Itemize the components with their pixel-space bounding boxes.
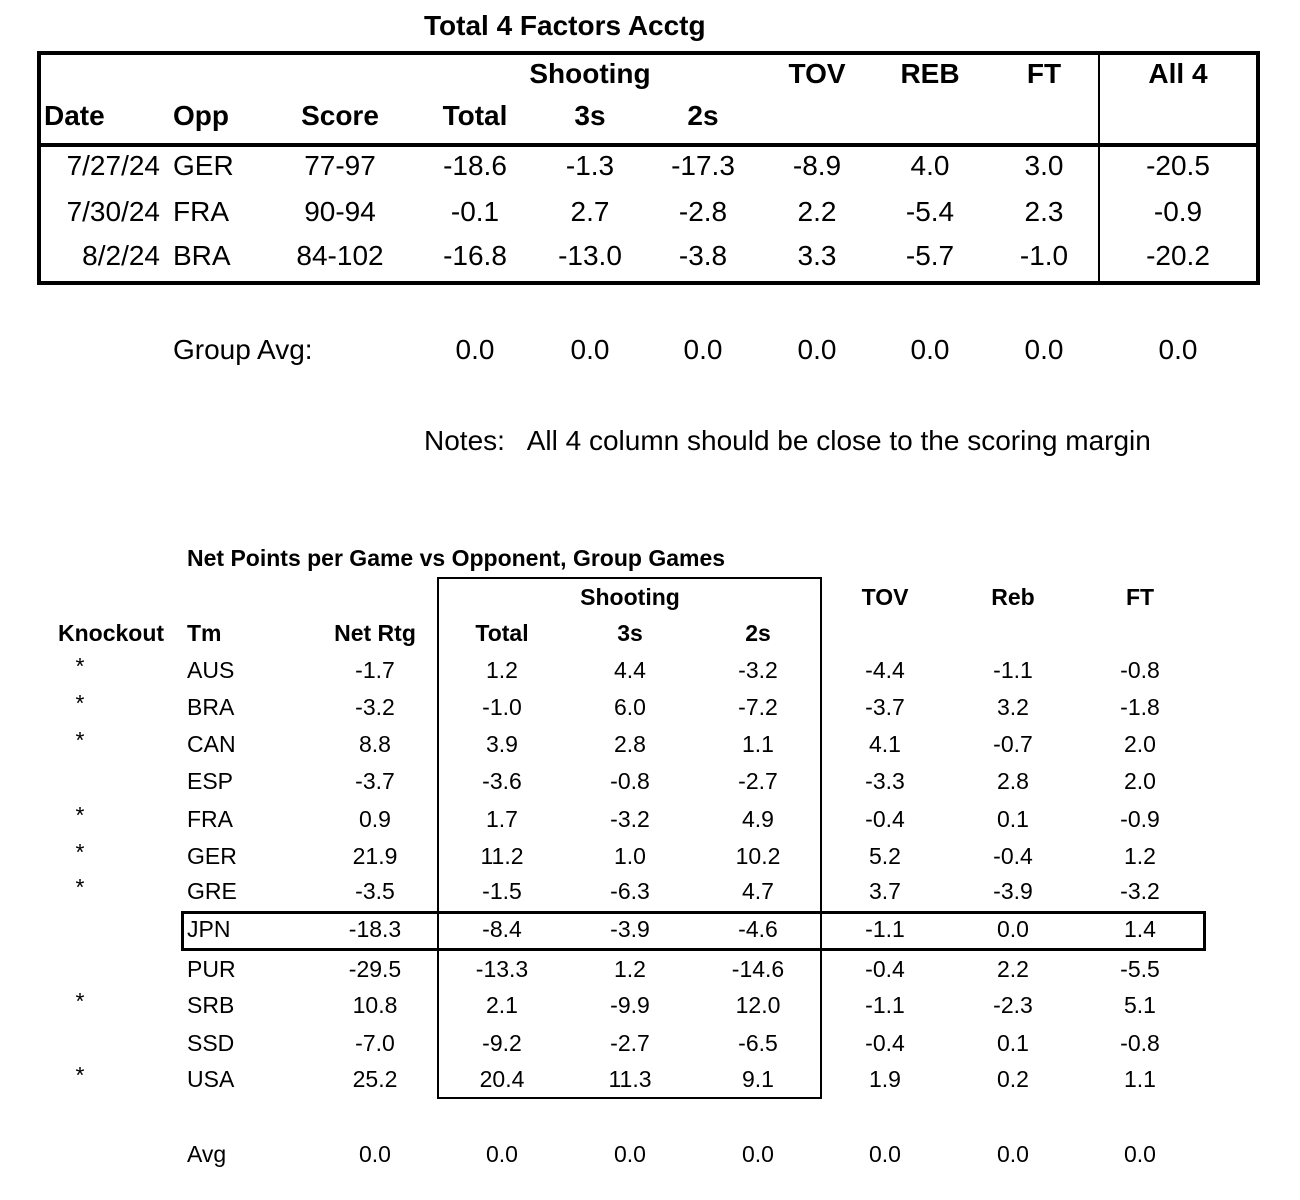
- bottom-cell-total: -3.6: [482, 768, 522, 794]
- bottom-cell-total: 20.4: [479, 1066, 525, 1092]
- bottom-cell-tm: JPN: [187, 916, 231, 942]
- top-cell-3s: 2.7: [570, 196, 610, 227]
- bottom-cell-3s: -3.9: [610, 916, 650, 942]
- bottom-cell-net-rtg: -3.7: [355, 768, 395, 794]
- bottom-cell-reb: -0.4: [993, 843, 1033, 869]
- group-avg-label: Group Avg:: [173, 334, 313, 365]
- bottom-cell-total: -13.3: [475, 956, 529, 982]
- top-cell-reb: -5.7: [905, 240, 955, 271]
- bottom-table-title: Net Points per Game vs Opponent, Group Games: [187, 545, 726, 571]
- bottom-cell-net-rtg: 0.9: [359, 806, 391, 832]
- bottom-cell-total: 1.7: [486, 806, 518, 832]
- top-cell-all4: -0.9: [1153, 196, 1203, 227]
- group-avg-value: 0.0: [1158, 334, 1198, 365]
- top-header-ft: FT: [1026, 58, 1062, 89]
- bottom-cell-reb: 2.8: [997, 768, 1029, 794]
- top-cell-date: 7/30/24: [66, 196, 160, 227]
- top-cell-reb: -5.4: [905, 196, 955, 227]
- top-header-2s: 2s: [687, 100, 719, 131]
- top-cell-date: 8/2/24: [82, 240, 160, 271]
- bottom-cell-net-rtg: -7.0: [355, 1030, 395, 1056]
- bottom-cell-tm: FRA: [187, 806, 233, 832]
- bottom-cell-3s: -2.7: [610, 1030, 650, 1056]
- bottom-header-tm: Tm: [187, 620, 222, 646]
- bottom-header-reb: Reb: [991, 584, 1035, 610]
- top-cell-total: -18.6: [443, 150, 507, 181]
- top-cell-tov: 3.3: [797, 240, 837, 271]
- bottom-cell-knockout: *: [75, 690, 85, 716]
- top-cell-ft: 2.3: [1024, 196, 1064, 227]
- bottom-cell-ft: -0.8: [1120, 1030, 1160, 1056]
- bottom-cell-ft: 5.1: [1124, 992, 1156, 1018]
- avg-value: 0.0: [997, 1141, 1029, 1167]
- bottom-cell-3s: -0.8: [610, 768, 650, 794]
- shooting-box: [437, 577, 822, 1099]
- bottom-header-tov: TOV: [861, 584, 909, 610]
- avg-value: 0.0: [359, 1141, 391, 1167]
- bottom-cell-reb: -3.9: [993, 878, 1033, 904]
- bottom-cell-2s: -2.7: [738, 768, 778, 794]
- top-cell-2s: -17.3: [671, 150, 735, 181]
- bottom-header-net-rtg: Net Rtg: [334, 620, 416, 646]
- top-header-total: Total: [442, 100, 508, 131]
- bottom-cell-tov: 1.9: [869, 1066, 901, 1092]
- bottom-cell-reb: -2.3: [993, 992, 1033, 1018]
- bottom-cell-tm: SSD: [187, 1030, 235, 1056]
- bottom-cell-net-rtg: -29.5: [348, 956, 402, 982]
- bottom-cell-net-rtg: 8.8: [359, 731, 391, 757]
- bottom-cell-tm: SRB: [187, 992, 235, 1018]
- bottom-cell-tov: -4.4: [865, 657, 905, 683]
- bottom-cell-net-rtg: -18.3: [348, 916, 402, 942]
- group-avg-value: 0.0: [1024, 334, 1064, 365]
- top-cell-tov: -8.9: [792, 150, 842, 181]
- bottom-cell-2s: 10.2: [735, 843, 781, 869]
- bottom-cell-total: -8.4: [482, 916, 522, 942]
- top-header-date: Date: [44, 100, 105, 131]
- top-table-title: Total 4 Factors Acctg: [424, 10, 706, 41]
- group-avg-value: 0.0: [910, 334, 950, 365]
- bottom-cell-knockout: *: [75, 1062, 85, 1088]
- avg-value: 0.0: [742, 1141, 774, 1167]
- bottom-cell-3s: 1.0: [614, 843, 646, 869]
- bottom-cell-tov: -0.4: [865, 1030, 905, 1056]
- bottom-cell-ft: 1.4: [1124, 916, 1156, 942]
- bottom-cell-2s: 12.0: [735, 992, 781, 1018]
- bottom-cell-net-rtg: -3.2: [355, 694, 395, 720]
- bottom-cell-knockout: *: [75, 727, 85, 753]
- bottom-cell-2s: -4.6: [738, 916, 778, 942]
- top-cell-score: 90-94: [304, 196, 376, 227]
- bottom-cell-3s: 4.4: [614, 657, 646, 683]
- bottom-cell-ft: -0.9: [1120, 806, 1160, 832]
- avg-value: 0.0: [1124, 1141, 1156, 1167]
- bottom-cell-2s: -14.6: [731, 956, 785, 982]
- top-header-opp: Opp: [173, 100, 229, 131]
- top-header-tov: TOV: [788, 58, 846, 89]
- top-cell-reb: 4.0: [910, 150, 950, 181]
- bottom-cell-ft: 2.0: [1124, 768, 1156, 794]
- top-header-score: Score: [301, 100, 379, 131]
- bottom-cell-total: 2.1: [486, 992, 518, 1018]
- bottom-header-total: Total: [475, 620, 529, 646]
- bottom-cell-total: 11.2: [480, 843, 524, 869]
- top-cell-all4: -20.5: [1146, 150, 1210, 181]
- bottom-cell-knockout: *: [75, 839, 85, 865]
- bottom-cell-tov: -1.1: [865, 916, 905, 942]
- top-cell-opp: BRA: [173, 240, 231, 271]
- top-cell-ft: 3.0: [1024, 150, 1064, 181]
- top-cell-3s: -13.0: [558, 240, 622, 271]
- bottom-cell-tov: 4.1: [869, 731, 901, 757]
- bottom-cell-ft: -0.8: [1120, 657, 1160, 683]
- bottom-cell-reb: 3.2: [997, 694, 1029, 720]
- bottom-cell-2s: 4.7: [742, 878, 774, 904]
- bottom-cell-tm: GER: [187, 843, 237, 869]
- bottom-cell-net-rtg: 10.8: [352, 992, 398, 1018]
- bottom-cell-net-rtg: -1.7: [355, 657, 395, 683]
- top-cell-2s: -2.8: [678, 196, 728, 227]
- bottom-cell-tm: USA: [187, 1066, 235, 1092]
- top-header-all4: All 4: [1148, 58, 1208, 89]
- top-cell-opp: FRA: [173, 196, 229, 227]
- bottom-cell-total: 3.9: [486, 731, 518, 757]
- bottom-cell-knockout: *: [75, 653, 85, 679]
- bottom-cell-reb: 2.2: [997, 956, 1029, 982]
- bottom-cell-2s: -6.5: [738, 1030, 778, 1056]
- bottom-cell-2s: -3.2: [738, 657, 778, 683]
- top-cell-all4: -20.2: [1146, 240, 1210, 271]
- bottom-cell-net-rtg: 25.2: [352, 1066, 398, 1092]
- bottom-cell-tov: -3.3: [865, 768, 905, 794]
- bottom-cell-ft: 1.1: [1124, 1066, 1156, 1092]
- bottom-cell-3s: 1.2: [614, 956, 646, 982]
- bottom-cell-3s: 6.0: [614, 694, 646, 720]
- bottom-cell-2s: 1.1: [742, 731, 774, 757]
- bottom-cell-tm: PUR: [187, 956, 236, 982]
- bottom-cell-tov: -0.4: [865, 956, 905, 982]
- avg-value: 0.0: [869, 1141, 901, 1167]
- top-cell-opp: GER: [173, 150, 234, 181]
- top-cell-date: 7/27/24: [66, 150, 160, 181]
- avg-value: 0.0: [614, 1141, 646, 1167]
- top-cell-ft: -1.0: [1019, 240, 1069, 271]
- bottom-cell-tov: -1.1: [865, 992, 905, 1018]
- top-table-header-divider: [39, 143, 1258, 147]
- top-cell-3s: -1.3: [565, 150, 615, 181]
- bottom-cell-reb: 0.2: [997, 1066, 1029, 1092]
- bottom-cell-ft: 1.2: [1124, 843, 1156, 869]
- top-header-reb: REB: [900, 58, 960, 89]
- avg-value: 0.0: [486, 1141, 518, 1167]
- bottom-cell-tm: CAN: [187, 731, 236, 757]
- bottom-cell-reb: 0.1: [997, 1030, 1029, 1056]
- bottom-cell-3s: -3.2: [610, 806, 650, 832]
- bottom-cell-tov: 3.7: [869, 878, 901, 904]
- bottom-cell-knockout: *: [75, 988, 85, 1014]
- bottom-cell-3s: -9.9: [610, 992, 650, 1018]
- bottom-shooting-group-header: Shooting: [580, 584, 680, 610]
- top-cell-score: 77-97: [304, 150, 376, 181]
- bottom-cell-ft: -1.8: [1120, 694, 1160, 720]
- bottom-cell-tov: 5.2: [869, 843, 901, 869]
- bottom-cell-knockout: *: [75, 874, 85, 900]
- avg-label: Avg: [187, 1141, 227, 1167]
- bottom-cell-net-rtg: 21.9: [352, 843, 398, 869]
- bottom-cell-knockout: *: [75, 802, 85, 828]
- bottom-cell-3s: -6.3: [610, 878, 650, 904]
- bottom-header-knockout: Knockout: [58, 620, 165, 646]
- bottom-cell-total: -1.5: [482, 878, 522, 904]
- bottom-cell-reb: -1.1: [993, 657, 1033, 683]
- bottom-header-ft: FT: [1125, 584, 1155, 610]
- bottom-cell-reb: -0.7: [993, 731, 1033, 757]
- bottom-cell-total: -9.2: [482, 1030, 522, 1056]
- notes-text: Notes: All 4 column should be close to the scoring margin: [424, 425, 1151, 456]
- group-avg-value: 0.0: [570, 334, 610, 365]
- bottom-cell-total: 1.2: [486, 657, 518, 683]
- bottom-cell-tm: AUS: [187, 657, 235, 683]
- top-header-3s: 3s: [574, 100, 606, 131]
- top-cell-total: -0.1: [450, 196, 500, 227]
- top-cell-total: -16.8: [443, 240, 507, 271]
- bottom-cell-reb: 0.0: [997, 916, 1029, 942]
- bottom-cell-tov: -0.4: [865, 806, 905, 832]
- bottom-cell-3s: 2.8: [614, 731, 646, 757]
- bottom-cell-ft: -3.2: [1120, 878, 1160, 904]
- bottom-cell-net-rtg: -3.5: [355, 878, 395, 904]
- top-cell-score: 84-102: [296, 240, 384, 271]
- bottom-cell-ft: 2.0: [1124, 731, 1156, 757]
- bottom-cell-ft: -5.5: [1120, 956, 1160, 982]
- bottom-cell-tm: BRA: [187, 694, 235, 720]
- bottom-cell-tm: GRE: [187, 878, 237, 904]
- bottom-cell-2s: 9.1: [742, 1066, 774, 1092]
- bottom-cell-reb: 0.1: [997, 806, 1029, 832]
- bottom-header-3s: 3s: [617, 620, 643, 646]
- bottom-cell-3s: 11.3: [608, 1066, 652, 1092]
- group-avg-value: 0.0: [683, 334, 723, 365]
- bottom-cell-tov: -3.7: [865, 694, 905, 720]
- group-avg-value: 0.0: [455, 334, 495, 365]
- bottom-cell-2s: -7.2: [738, 694, 778, 720]
- bottom-header-2s: 2s: [745, 620, 771, 646]
- bottom-cell-total: -1.0: [482, 694, 522, 720]
- top-cell-tov: 2.2: [797, 196, 837, 227]
- top-shooting-group-header: Shooting: [529, 58, 651, 89]
- group-avg-value: 0.0: [797, 334, 837, 365]
- top-cell-2s: -3.8: [678, 240, 728, 271]
- bottom-cell-tm: ESP: [187, 768, 234, 794]
- bottom-cell-2s: 4.9: [742, 806, 774, 832]
